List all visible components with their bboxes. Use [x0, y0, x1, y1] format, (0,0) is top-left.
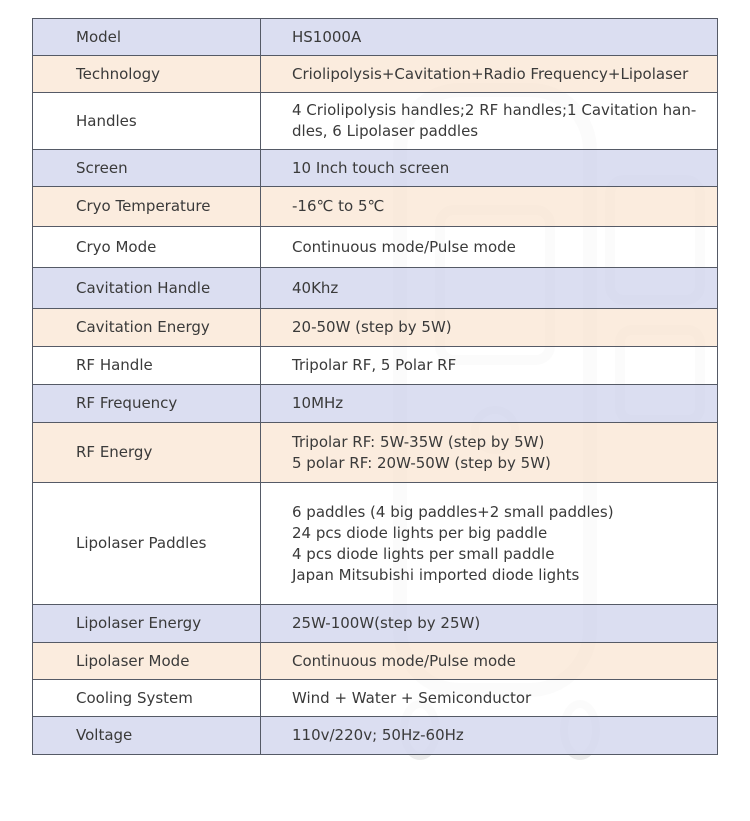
table-row-lipolaser-paddles	[33, 483, 718, 605]
row-value	[261, 56, 718, 93]
row-label: Cooling System	[33, 680, 261, 717]
row-label: Handles	[33, 93, 261, 150]
table-row-voltage	[33, 717, 718, 755]
row-label: Cavitation Energy	[33, 309, 261, 347]
value-line: Japan Mitsubishi imported diode lights	[292, 565, 580, 584]
value-line: dles, 6 Lipolaser paddles	[292, 122, 479, 140]
row-label: Voltage	[33, 717, 261, 755]
value-line: 4 pcs diode lights per small paddle	[292, 544, 555, 563]
table-row-cavitation-energy	[33, 309, 718, 347]
row-label: Technology	[33, 56, 261, 93]
row-value	[261, 605, 718, 643]
row-label: Lipolaser Mode	[33, 643, 261, 680]
row-value	[261, 187, 718, 227]
table-row-cavitation-handle	[33, 268, 718, 309]
table-row-rf-energy	[33, 423, 718, 483]
value-line: 24 pcs diode lights per big paddle	[292, 523, 548, 542]
spec-table	[32, 18, 718, 755]
table-row-screen	[33, 150, 718, 187]
value-line: HS1000A	[292, 27, 362, 46]
table-row-handles	[33, 93, 718, 150]
row-value	[261, 309, 718, 347]
row-value	[261, 717, 718, 755]
row-value	[261, 93, 718, 150]
table-row-rf-handle	[33, 347, 718, 385]
value-line: Continuous mode/Pulse mode	[292, 651, 516, 670]
row-value	[261, 423, 718, 483]
row-label: RF Energy	[33, 423, 261, 483]
value-line: 10MHz	[292, 394, 344, 412]
row-value	[261, 385, 718, 423]
value-line: 25W-100W(step by 25W)	[292, 614, 481, 632]
table-row-lipolaser-energy	[33, 605, 718, 643]
row-value	[261, 19, 718, 56]
table-row-cryo-temperature	[33, 187, 718, 227]
value-line: 5 polar RF: 20W-50W (step by 5W)	[292, 453, 551, 472]
table-row-rf-frequency	[33, 385, 718, 423]
value-line: 40Khz	[292, 278, 339, 297]
value-line: Criolipolysis+Cavitation+Radio Frequency+Lipolaser	[292, 64, 689, 83]
value-line: Tripolar RF: 5W-35W (step by 5W)	[292, 432, 545, 451]
table-row-model	[33, 19, 718, 56]
row-label: Screen	[33, 150, 261, 187]
row-label: Lipolaser Paddles	[33, 483, 261, 605]
value-line: -16℃ to 5℃	[292, 197, 385, 215]
row-label: Model	[33, 19, 261, 56]
value-line: Tripolar RF, 5 Polar RF	[292, 356, 457, 374]
row-value	[261, 150, 718, 187]
value-line: 10 Inch touch screen	[292, 158, 450, 177]
row-label: Cavitation Handle	[33, 268, 261, 309]
row-value	[261, 680, 718, 717]
table-row-cryo-mode	[33, 227, 718, 268]
row-value	[261, 268, 718, 309]
value-line: 20-50W (step by 5W)	[292, 318, 452, 336]
value-line: 4 Criolipolysis handles;2 RF handles;1 Cavitation han-	[292, 101, 697, 119]
row-label: Cryo Temperature	[33, 187, 261, 227]
row-label: Cryo Mode	[33, 227, 261, 268]
row-label: RF Frequency	[33, 385, 261, 423]
table-row-lipolaser-mode	[33, 643, 718, 680]
row-label: RF Handle	[33, 347, 261, 385]
row-value	[261, 227, 718, 268]
table-row-cooling-system	[33, 680, 718, 717]
table-row-technology	[33, 56, 718, 93]
value-line: 110v/220v; 50Hz-60Hz	[292, 726, 464, 744]
row-label: Lipolaser Energy	[33, 605, 261, 643]
value-line: Wind + Water + Semiconductor	[292, 688, 532, 707]
value-line: Continuous mode/Pulse mode	[292, 237, 516, 256]
row-value	[261, 483, 718, 605]
row-value	[261, 347, 718, 385]
row-value	[261, 643, 718, 680]
value-line: 6 paddles (4 big paddles+2 small paddles)	[292, 502, 614, 521]
